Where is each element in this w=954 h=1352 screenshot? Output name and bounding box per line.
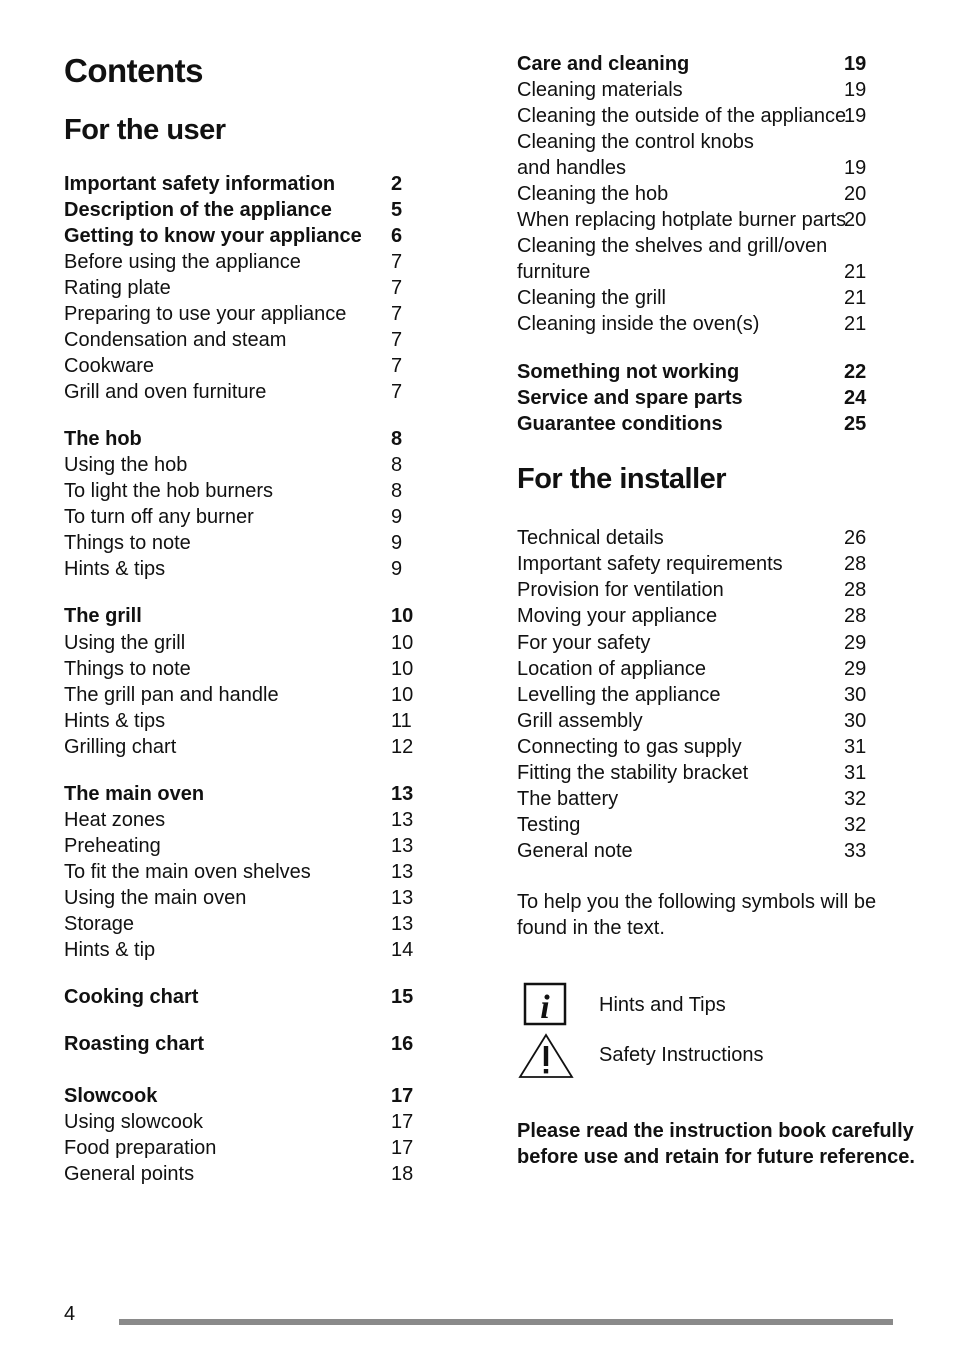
toc-entry-page: 32	[844, 814, 867, 836]
toc-entry-title: The hob	[64, 428, 142, 450]
toc-entry-title: Service and spare parts	[517, 387, 743, 409]
toc-entry-title: When replacing hotplate burner parts	[517, 209, 847, 231]
toc-entry-page: 7	[391, 277, 403, 299]
toc-entry-title: The grill pan and handle	[64, 684, 279, 706]
toc-entry-title: Hints & tips	[64, 710, 166, 732]
toc-entry-title: Important safety information	[64, 173, 336, 195]
toc-entry-title: General note	[517, 840, 633, 862]
toc-entry-page: 21	[844, 287, 867, 309]
toc-entry-title: Hints & tip	[64, 939, 156, 961]
toc-entry-page: 10	[391, 658, 414, 680]
toc-entry-title: Something not working	[517, 361, 740, 383]
toc-entry-title: Levelling the appliance	[517, 684, 721, 706]
toc-entry-title: Cooking chart	[64, 986, 199, 1008]
toc-entry-title: and handles	[517, 157, 626, 179]
toc-entry-page: 28	[844, 579, 867, 601]
toc-entry-title: Cleaning the grill	[517, 287, 666, 309]
toc-entry-page: 13	[391, 887, 414, 909]
toc-entry-title: Using the hob	[64, 454, 188, 476]
toc-entry-page: 19	[844, 79, 867, 101]
toc-entry-title: furniture	[517, 261, 591, 283]
toc-entry-title: Cleaning the outside of the appliance	[517, 105, 847, 127]
symbols-intro-line-2: found in the text.	[517, 917, 665, 939]
toc-entry-page: 31	[844, 736, 867, 758]
toc-entry-title: Cleaning the shelves and grill/oven	[517, 235, 828, 257]
toc-entry-page: 29	[844, 658, 867, 680]
toc-entry-title: Things to note	[64, 658, 191, 680]
toc-entry-page: 28	[844, 553, 867, 575]
toc-entry-title: To light the hob burners	[64, 480, 274, 502]
toc-entry-page: 7	[391, 329, 403, 351]
toc-entry-title: Testing	[517, 814, 581, 836]
toc-entry-page: 7	[391, 381, 403, 403]
toc-entry-page: 22	[844, 361, 867, 383]
toc-entry-title: Description of the appliance	[64, 199, 332, 221]
toc-entry-title: To turn off any burner	[64, 506, 254, 528]
toc-entry-title: Preheating	[64, 835, 161, 857]
toc-entry-page: 25	[844, 413, 867, 435]
toc-entry-page: 19	[844, 105, 867, 127]
toc-entry-title: Technical details	[517, 527, 664, 549]
toc-entry-page: 14	[391, 939, 414, 961]
toc-entry-page: 26	[844, 527, 867, 549]
toc-entry-page: 7	[391, 251, 403, 273]
toc-entry-page: 7	[391, 355, 403, 377]
toc-entry-page: 15	[391, 986, 414, 1008]
toc-entry-page: 13	[391, 783, 414, 805]
toc-entry-title: Location of appliance	[517, 658, 707, 680]
toc-entry-page: 21	[844, 261, 867, 283]
toc-entry-page: 33	[844, 840, 867, 862]
toc-entry-title: Condensation and steam	[64, 329, 287, 351]
toc-entry-page: 32	[844, 788, 867, 810]
toc-entry-page: 21	[844, 313, 867, 335]
toc-entry-page: 19	[844, 157, 867, 179]
toc-entry-page: 30	[844, 684, 867, 706]
toc-entry-title: Important safety requirements	[517, 553, 783, 575]
closing-note-line-1: Please read the instruction book carefully	[517, 1120, 914, 1142]
toc-entry-title: Cookware	[64, 355, 155, 377]
toc-entry-title: Moving your appliance	[517, 605, 718, 627]
toc-entry-title: Care and cleaning	[517, 53, 690, 75]
toc-entry-title: Fitting the stability bracket	[517, 762, 749, 784]
toc-entry-page: 10	[391, 632, 414, 654]
symbol-label-hints: Hints and Tips	[599, 994, 726, 1016]
toc-entry-title: Slowcook	[64, 1085, 158, 1107]
page-number: 4	[64, 1303, 76, 1325]
toc-entry-title: The grill	[64, 605, 142, 627]
toc-entry-page: 28	[844, 605, 867, 627]
symbol-label-safety: Safety Instructions	[599, 1044, 764, 1066]
toc-entry-title: Grill assembly	[517, 710, 643, 732]
toc-entry-title: Before using the appliance	[64, 251, 301, 273]
toc-entry-title: Using the grill	[64, 632, 186, 654]
toc-entry-title: Heat zones	[64, 809, 166, 831]
toc-entry-page: 18	[391, 1163, 414, 1185]
toc-entry-page: 8	[391, 454, 403, 476]
closing-note-line-2: before use and retain for future reference.	[517, 1146, 915, 1168]
toc-entry-title: Grill and oven furniture	[64, 381, 267, 403]
toc-entry-title: Cleaning materials	[517, 79, 683, 101]
toc-entry-title: General points	[64, 1163, 195, 1185]
toc-entry-page: 11	[391, 710, 412, 732]
toc-entry-page: 9	[391, 532, 403, 554]
section-heading-user: For the user	[64, 114, 226, 146]
toc-entry-title: Using the main oven	[64, 887, 247, 909]
toc-entry-page: 29	[844, 632, 867, 654]
toc-entry-title: Guarantee conditions	[517, 413, 723, 435]
toc-entry-title: Rating plate	[64, 277, 171, 299]
toc-entry-title: Things to note	[64, 532, 191, 554]
toc-entry-title: Cleaning inside the oven(s)	[517, 313, 760, 335]
toc-entry-page: 10	[391, 684, 414, 706]
toc-entry-title: For your safety	[517, 632, 651, 654]
toc-entry-page: 17	[391, 1111, 414, 1133]
toc-entry-title: Hints & tips	[64, 558, 166, 580]
toc-entry-title: The battery	[517, 788, 619, 810]
section-heading-installer: For the installer	[517, 463, 727, 495]
toc-entry-page: 17	[391, 1085, 414, 1107]
toc-entry-page: 12	[391, 736, 414, 758]
toc-entry-page: 7	[391, 303, 403, 325]
toc-entry-page: 13	[391, 835, 414, 857]
toc-entry-page: 20	[844, 183, 867, 205]
toc-entry-page: 31	[844, 762, 867, 784]
toc-entry-page: 30	[844, 710, 867, 732]
toc-entry-page: 17	[391, 1137, 414, 1159]
toc-entry-title: Grilling chart	[64, 736, 177, 758]
toc-entry-page: 6	[391, 225, 403, 247]
toc-entry-title: Using slowcook	[64, 1111, 203, 1133]
toc-entry-title: Getting to know your appliance	[64, 225, 362, 247]
toc-entry-page: 9	[391, 506, 403, 528]
toc-entry-page: 16	[391, 1033, 414, 1055]
toc-entry-title: To fit the main oven shelves	[64, 861, 311, 883]
toc-entry-page: 13	[391, 861, 414, 883]
toc-entry-page: 8	[391, 428, 403, 450]
toc-entry-page: 8	[391, 480, 403, 502]
toc-entry-page: 19	[844, 53, 867, 75]
toc-entry-page: 5	[391, 199, 403, 221]
page-title: Contents	[64, 52, 203, 89]
svg-text:i: i	[540, 989, 550, 1026]
info-icon	[521, 982, 569, 1030]
toc-entry-page: 9	[391, 558, 403, 580]
toc-entry-title: Food preparation	[64, 1137, 217, 1159]
toc-entry-title: Cleaning the control knobs	[517, 131, 754, 153]
warning-triangle-icon	[517, 1032, 575, 1080]
toc-entry-title: Roasting chart	[64, 1033, 205, 1055]
toc-entry-page: 13	[391, 913, 414, 935]
toc-entry-title: Connecting to gas supply	[517, 736, 742, 758]
toc-entry-page: 24	[844, 387, 867, 409]
toc-entry-title: The main oven	[64, 783, 205, 805]
toc-entry-page: 13	[391, 809, 414, 831]
toc-entry-title: Storage	[64, 913, 135, 935]
toc-entry-page: 10	[391, 605, 414, 627]
symbols-intro-line-1: To help you the following symbols will be	[517, 891, 877, 913]
toc-entry-page: 20	[844, 209, 867, 231]
toc-entry-title: Cleaning the hob	[517, 183, 669, 205]
toc-entry-page: 2	[391, 173, 403, 195]
toc-entry-title: Provision for ventilation	[517, 579, 724, 601]
footer-rule	[119, 1319, 893, 1325]
toc-entry-title: Preparing to use your appliance	[64, 303, 347, 325]
